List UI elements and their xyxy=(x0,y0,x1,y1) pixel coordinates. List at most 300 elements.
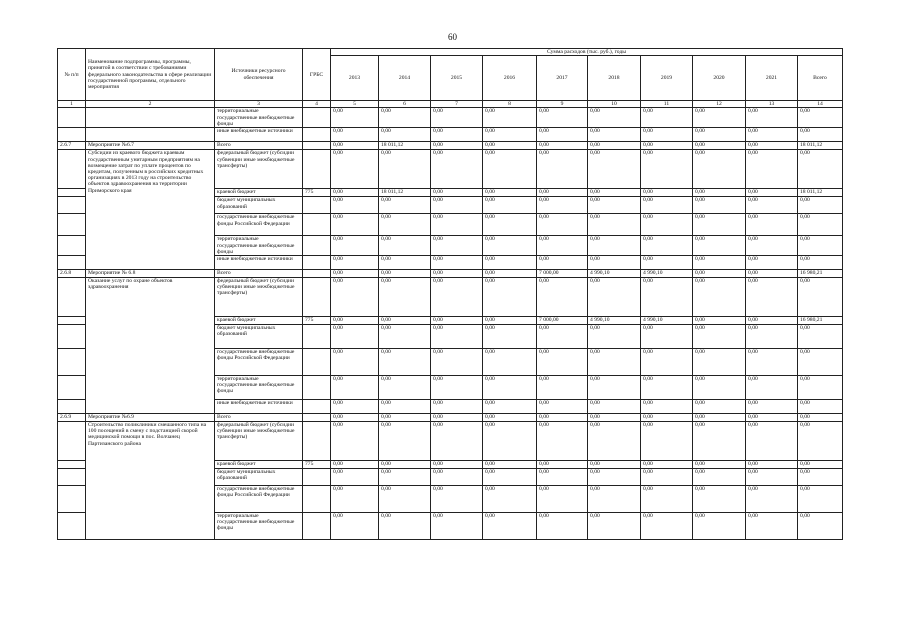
row-year-value: 0,00 xyxy=(431,317,483,325)
row-year-value: 0,00 xyxy=(431,513,483,540)
row-source: федеральный бюджет (субсидии субвенции иные межбюджетные трансферты) xyxy=(215,422,303,461)
row-year-value: 0,00 xyxy=(431,278,483,317)
row-year-value: 0,00 xyxy=(588,214,641,236)
row-grbs xyxy=(303,142,331,150)
row-number: 2.6.8 xyxy=(58,270,86,278)
row-year-value: 0,00 xyxy=(693,214,746,236)
row-year-value: 0,00 xyxy=(537,486,588,513)
row-year-value: 0,00 xyxy=(483,513,537,540)
row-year-value: 0,00 xyxy=(746,278,798,317)
row-year-value: 0,00 xyxy=(331,108,379,128)
row-year-value: 0,00 xyxy=(693,400,746,414)
row-source: Всего xyxy=(215,414,303,422)
row-year-value: 0,00 xyxy=(431,325,483,349)
header-name: Наименование подпрограммы, программы, принятой в соответствии с требованиями федерального законодательства в сфере реализации государственной программы, отдельного мероприятия xyxy=(86,49,215,101)
row-year-value: 0,00 xyxy=(483,270,537,278)
column-number: 5 xyxy=(331,101,379,108)
row-year-value: 0,00 xyxy=(379,270,431,278)
row-number xyxy=(58,256,86,270)
row-source: государственные внебюджетные фонды Российской Федерации xyxy=(215,349,303,376)
row-year-value: 0,00 xyxy=(537,400,588,414)
row-year-value: 0,00 xyxy=(537,325,588,349)
row-source: федеральный бюджет (субсидии субвенции иные межбюджетные трансферты) xyxy=(215,278,303,317)
row-year-value: 0,00 xyxy=(746,270,798,278)
row-number xyxy=(58,197,86,214)
table-body xyxy=(58,108,843,540)
row-year-value: 0,00 xyxy=(431,150,483,189)
row-number xyxy=(58,513,86,540)
row-source: федеральный бюджет (субсидии субвенции иные межбюджетные трансферты) xyxy=(215,150,303,189)
row-year-value: 0,00 xyxy=(641,486,693,513)
row-grbs xyxy=(303,513,331,540)
row-total-value: 0,00 xyxy=(798,214,843,236)
header-total: Всего xyxy=(798,56,843,101)
row-year-value: 0,00 xyxy=(483,128,537,142)
row-year-value: 0,00 xyxy=(641,214,693,236)
row-year-value: 0,00 xyxy=(588,461,641,469)
row-year-value: 0,00 xyxy=(483,256,537,270)
row-source: бюджет муниципальных образований xyxy=(215,469,303,486)
row-total-value: 0,00 xyxy=(798,414,843,422)
row-year-value: 0,00 xyxy=(379,400,431,414)
header-year: 2019 xyxy=(641,56,693,101)
row-total-value: 0,00 xyxy=(798,256,843,270)
row-year-value: 0,00 xyxy=(588,376,641,400)
budget-table xyxy=(57,48,843,540)
column-number: 11 xyxy=(641,101,693,108)
row-year-value: 0,00 xyxy=(693,349,746,376)
row-year-value: 0,00 xyxy=(331,414,379,422)
row-year-value: 0,00 xyxy=(746,513,798,540)
row-name: Строительство поликлиники смешанного типа на 100 посещений в смену с подстанцией скорой медицинской помощи в пос. Волчанец Партизанского района xyxy=(86,422,215,540)
row-grbs: 775 xyxy=(303,317,331,325)
row-year-value: 0,00 xyxy=(641,150,693,189)
row-total-value: 16 980,21 xyxy=(798,270,843,278)
row-name xyxy=(86,108,215,128)
row-year-value: 0,00 xyxy=(331,422,379,461)
row-year-value: 0,00 xyxy=(746,189,798,197)
row-number xyxy=(58,236,86,256)
row-year-value: 0,00 xyxy=(537,414,588,422)
row-year-value: 0,00 xyxy=(431,400,483,414)
row-year-value: 0,00 xyxy=(746,414,798,422)
row-year-value: 0,00 xyxy=(379,278,431,317)
row-number xyxy=(58,422,86,461)
row-year-value: 0,00 xyxy=(537,349,588,376)
column-number: 3 xyxy=(215,101,303,108)
row-year-value: 0,00 xyxy=(431,486,483,513)
column-number: 14 xyxy=(798,101,843,108)
row-year-value: 4 990,10 xyxy=(588,317,641,325)
row-year-value: 0,00 xyxy=(431,414,483,422)
row-year-value: 0,00 xyxy=(537,236,588,256)
row-grbs xyxy=(303,400,331,414)
row-grbs xyxy=(303,150,331,189)
row-year-value: 0,00 xyxy=(641,461,693,469)
row-year-value: 0,00 xyxy=(641,256,693,270)
row-year-value: 0,00 xyxy=(746,214,798,236)
row-year-value: 0,00 xyxy=(641,469,693,486)
row-number xyxy=(58,400,86,414)
row-year-value: 0,00 xyxy=(693,469,746,486)
row-grbs xyxy=(303,270,331,278)
row-year-value: 0,00 xyxy=(331,270,379,278)
row-year-value: 0,00 xyxy=(331,128,379,142)
row-grbs xyxy=(303,197,331,214)
table-row-total xyxy=(58,414,843,422)
row-total-value: 0,00 xyxy=(798,197,843,214)
row-year-value: 0,00 xyxy=(588,513,641,540)
row-number xyxy=(58,150,86,189)
row-year-value: 0,00 xyxy=(693,256,746,270)
header-year: 2020 xyxy=(693,56,746,101)
row-year-value: 0,00 xyxy=(379,236,431,256)
header-column-numbers xyxy=(58,101,843,108)
row-source: краевой бюджет xyxy=(215,189,303,197)
row-year-value: 7 000,00 xyxy=(537,270,588,278)
row-number xyxy=(58,317,86,325)
row-year-value: 0,00 xyxy=(331,189,379,197)
row-year-value: 0,00 xyxy=(483,189,537,197)
row-year-value: 0,00 xyxy=(331,376,379,400)
row-name: Оказание услуг по охране объектов здравоохранения xyxy=(86,278,215,414)
row-number xyxy=(58,278,86,317)
row-year-value: 0,00 xyxy=(588,469,641,486)
row-year-value: 4 990,10 xyxy=(588,270,641,278)
row-source: территориальные государственные внебюджетные фонды xyxy=(215,376,303,400)
row-year-value: 0,00 xyxy=(588,325,641,349)
row-year-value: 0,00 xyxy=(483,278,537,317)
row-total-value: 0,00 xyxy=(798,278,843,317)
row-source: иные внебюджетные источники xyxy=(215,128,303,142)
row-year-value: 0,00 xyxy=(641,400,693,414)
row-year-value: 0,00 xyxy=(331,142,379,150)
row-year-value: 0,00 xyxy=(693,422,746,461)
row-year-value: 0,00 xyxy=(746,400,798,414)
row-year-value: 0,00 xyxy=(379,486,431,513)
row-year-value: 0,00 xyxy=(483,317,537,325)
row-total-value: 0,00 xyxy=(798,108,843,128)
table-row xyxy=(58,278,843,317)
row-year-value: 0,00 xyxy=(331,197,379,214)
row-year-value: 0,00 xyxy=(379,461,431,469)
row-year-value: 0,00 xyxy=(588,189,641,197)
header-year: 2015 xyxy=(431,56,483,101)
row-year-value: 0,00 xyxy=(379,376,431,400)
row-year-value: 0,00 xyxy=(641,189,693,197)
row-year-value: 0,00 xyxy=(746,256,798,270)
row-year-value: 0,00 xyxy=(746,461,798,469)
row-year-value: 0,00 xyxy=(379,317,431,325)
row-year-value: 0,00 xyxy=(641,422,693,461)
row-total-value: 0,00 xyxy=(798,400,843,414)
table-header xyxy=(58,49,843,108)
row-year-value: 0,00 xyxy=(537,376,588,400)
table-row xyxy=(58,150,843,189)
row-year-value: 0,00 xyxy=(483,469,537,486)
row-year-value: 0,00 xyxy=(431,236,483,256)
row-year-value: 0,00 xyxy=(379,256,431,270)
row-number xyxy=(58,376,86,400)
row-year-value: 0,00 xyxy=(379,513,431,540)
row-total-value: 18 011,12 xyxy=(798,142,843,150)
row-year-value: 0,00 xyxy=(641,236,693,256)
row-year-value: 0,00 xyxy=(483,325,537,349)
row-year-value: 0,00 xyxy=(588,414,641,422)
row-number xyxy=(58,349,86,376)
row-year-value: 0,00 xyxy=(537,513,588,540)
row-year-value: 0,00 xyxy=(431,461,483,469)
row-source: территориальные государственные внебюджетные фонды xyxy=(215,513,303,540)
row-name: Мероприятие №6.7 xyxy=(86,142,215,150)
page-number: 60 xyxy=(448,32,457,42)
row-source: государственные внебюджетные фонды Российской Федерации xyxy=(215,486,303,513)
row-year-value: 0,00 xyxy=(588,400,641,414)
row-year-value: 18 011,12 xyxy=(379,189,431,197)
row-year-value: 0,00 xyxy=(331,325,379,349)
row-total-value: 0,00 xyxy=(798,486,843,513)
row-year-value: 0,00 xyxy=(693,486,746,513)
row-year-value: 0,00 xyxy=(693,414,746,422)
header-year: 2021 xyxy=(746,56,798,101)
column-number: 12 xyxy=(693,101,746,108)
row-year-value: 0,00 xyxy=(483,197,537,214)
column-number: 8 xyxy=(483,101,537,108)
row-year-value: 0,00 xyxy=(331,400,379,414)
row-year-value: 0,00 xyxy=(483,400,537,414)
row-number: 2.6.9 xyxy=(58,414,86,422)
row-year-value: 0,00 xyxy=(588,278,641,317)
row-year-value: 0,00 xyxy=(331,486,379,513)
row-source: государственные внебюджетные фонды Российской Федерации xyxy=(215,214,303,236)
row-grbs xyxy=(303,414,331,422)
table-row xyxy=(58,108,843,128)
row-year-value: 0,00 xyxy=(693,189,746,197)
row-year-value: 0,00 xyxy=(693,197,746,214)
header-year: 2017 xyxy=(537,56,588,101)
row-year-value: 0,00 xyxy=(693,236,746,256)
row-year-value: 0,00 xyxy=(483,461,537,469)
column-number: 9 xyxy=(537,101,588,108)
header-year: 2018 xyxy=(588,56,641,101)
row-year-value: 0,00 xyxy=(331,469,379,486)
row-source: Всего xyxy=(215,270,303,278)
row-year-value: 0,00 xyxy=(588,150,641,189)
row-number xyxy=(58,461,86,469)
row-grbs xyxy=(303,256,331,270)
row-grbs xyxy=(303,376,331,400)
row-grbs xyxy=(303,486,331,513)
row-year-value: 0,00 xyxy=(537,278,588,317)
row-source: иные внебюджетные источники xyxy=(215,256,303,270)
row-year-value: 0,00 xyxy=(537,128,588,142)
row-year-value: 0,00 xyxy=(693,513,746,540)
row-year-value: 0,00 xyxy=(641,349,693,376)
row-year-value: 0,00 xyxy=(537,422,588,461)
row-year-value: 0,00 xyxy=(641,197,693,214)
row-year-value: 0,00 xyxy=(588,349,641,376)
row-source: иные внебюджетные источники xyxy=(215,400,303,414)
row-number xyxy=(58,108,86,128)
row-year-value: 0,00 xyxy=(431,142,483,150)
row-year-value: 0,00 xyxy=(379,214,431,236)
table-row-total xyxy=(58,142,843,150)
row-year-value: 0,00 xyxy=(588,486,641,513)
row-year-value: 0,00 xyxy=(537,108,588,128)
row-year-value: 0,00 xyxy=(331,214,379,236)
row-year-value: 0,00 xyxy=(483,414,537,422)
row-year-value: 0,00 xyxy=(331,461,379,469)
row-total-value: 0,00 xyxy=(798,461,843,469)
row-year-value: 0,00 xyxy=(483,349,537,376)
row-year-value: 0,00 xyxy=(693,317,746,325)
row-year-value: 7 000,00 xyxy=(537,317,588,325)
row-year-value: 0,00 xyxy=(641,108,693,128)
row-source: бюджет муниципальных образований xyxy=(215,197,303,214)
row-year-value: 0,00 xyxy=(693,142,746,150)
row-total-value: 0,00 xyxy=(798,422,843,461)
row-number xyxy=(58,469,86,486)
row-year-value: 0,00 xyxy=(641,414,693,422)
row-grbs xyxy=(303,236,331,256)
row-year-value: 0,00 xyxy=(331,513,379,540)
row-total-value: 0,00 xyxy=(798,150,843,189)
header-num: № п/п xyxy=(58,49,86,101)
row-grbs: 775 xyxy=(303,189,331,197)
row-grbs xyxy=(303,108,331,128)
row-year-value: 0,00 xyxy=(483,214,537,236)
row-year-value: 0,00 xyxy=(693,278,746,317)
row-source: территориальные государственные внебюджетные фонды xyxy=(215,108,303,128)
row-source: краевой бюджет xyxy=(215,461,303,469)
row-year-value: 0,00 xyxy=(588,108,641,128)
row-year-value: 0,00 xyxy=(379,128,431,142)
row-total-value: 0,00 xyxy=(798,236,843,256)
row-year-value: 0,00 xyxy=(746,376,798,400)
row-grbs xyxy=(303,128,331,142)
row-year-value: 0,00 xyxy=(537,189,588,197)
row-year-value: 0,00 xyxy=(641,325,693,349)
column-number: 10 xyxy=(588,101,641,108)
row-year-value: 0,00 xyxy=(693,128,746,142)
row-year-value: 0,00 xyxy=(641,513,693,540)
row-year-value: 0,00 xyxy=(331,317,379,325)
row-year-value: 0,00 xyxy=(588,197,641,214)
row-total-value: 0,00 xyxy=(798,513,843,540)
row-name: Мероприятие №6.9 xyxy=(86,414,215,422)
row-year-value: 0,00 xyxy=(693,325,746,349)
row-year-value: 0,00 xyxy=(746,422,798,461)
row-year-value: 0,00 xyxy=(588,422,641,461)
row-year-value: 0,00 xyxy=(379,325,431,349)
table-row xyxy=(58,128,843,142)
table-row xyxy=(58,422,843,461)
row-number: 2.6.7 xyxy=(58,142,86,150)
row-year-value: 0,00 xyxy=(537,469,588,486)
row-source: бюджет муниципальных образований xyxy=(215,325,303,349)
row-year-value: 0,00 xyxy=(483,142,537,150)
row-year-value: 0,00 xyxy=(379,108,431,128)
row-year-value: 0,00 xyxy=(746,150,798,189)
header-grbs: ГРБС xyxy=(303,49,331,101)
row-grbs: 775 xyxy=(303,461,331,469)
row-grbs xyxy=(303,325,331,349)
row-year-value: 0,00 xyxy=(331,278,379,317)
row-year-value: 0,00 xyxy=(431,349,483,376)
row-year-value: 0,00 xyxy=(483,150,537,189)
row-year-value: 0,00 xyxy=(431,256,483,270)
row-year-value: 0,00 xyxy=(641,278,693,317)
table-row-total xyxy=(58,270,843,278)
row-year-value: 0,00 xyxy=(537,256,588,270)
column-number: 2 xyxy=(86,101,215,108)
row-total-value: 0,00 xyxy=(798,128,843,142)
row-year-value: 0,00 xyxy=(641,376,693,400)
row-year-value: 0,00 xyxy=(483,108,537,128)
row-year-value: 0,00 xyxy=(379,469,431,486)
row-year-value: 0,00 xyxy=(693,150,746,189)
row-name: Мероприятие № 6.8 xyxy=(86,270,215,278)
row-year-value: 0,00 xyxy=(431,376,483,400)
row-year-value: 0,00 xyxy=(746,486,798,513)
row-year-value: 18 011,12 xyxy=(379,142,431,150)
row-source: краевой бюджет xyxy=(215,317,303,325)
row-year-value: 0,00 xyxy=(431,270,483,278)
row-year-value: 0,00 xyxy=(746,142,798,150)
row-year-value: 0,00 xyxy=(537,214,588,236)
column-number: 4 xyxy=(303,101,331,108)
column-number: 13 xyxy=(746,101,798,108)
row-number xyxy=(58,189,86,197)
header-year: 2014 xyxy=(379,56,431,101)
row-year-value: 0,00 xyxy=(746,108,798,128)
row-year-value: 0,00 xyxy=(379,197,431,214)
row-year-value: 0,00 xyxy=(746,236,798,256)
row-year-value: 0,00 xyxy=(537,150,588,189)
row-grbs xyxy=(303,422,331,461)
row-year-value: 0,00 xyxy=(431,189,483,197)
row-year-value: 0,00 xyxy=(431,422,483,461)
row-total-value: 18 011,12 xyxy=(798,189,843,197)
row-year-value: 0,00 xyxy=(431,469,483,486)
row-number xyxy=(58,128,86,142)
row-year-value: 0,00 xyxy=(693,376,746,400)
row-grbs xyxy=(303,214,331,236)
row-year-value: 0,00 xyxy=(588,128,641,142)
row-year-value: 0,00 xyxy=(331,150,379,189)
row-year-value: 0,00 xyxy=(537,197,588,214)
row-year-value: 0,00 xyxy=(588,236,641,256)
row-year-value: 0,00 xyxy=(483,236,537,256)
row-year-value: 0,00 xyxy=(431,197,483,214)
row-year-value: 0,00 xyxy=(431,108,483,128)
header-sources: Источники ресурсного обеспечения xyxy=(215,49,303,101)
column-number: 1 xyxy=(58,101,86,108)
row-total-value: 16 980,21 xyxy=(798,317,843,325)
row-year-value: 0,00 xyxy=(746,469,798,486)
row-year-value: 0,00 xyxy=(431,214,483,236)
row-year-value: 0,00 xyxy=(693,461,746,469)
row-year-value: 0,00 xyxy=(331,256,379,270)
row-number xyxy=(58,214,86,236)
row-year-value: 0,00 xyxy=(483,486,537,513)
row-year-value: 0,00 xyxy=(331,236,379,256)
row-year-value: 0,00 xyxy=(693,270,746,278)
row-year-value: 0,00 xyxy=(641,128,693,142)
column-number: 7 xyxy=(431,101,483,108)
row-total-value: 0,00 xyxy=(798,469,843,486)
header-year: 2016 xyxy=(483,56,537,101)
